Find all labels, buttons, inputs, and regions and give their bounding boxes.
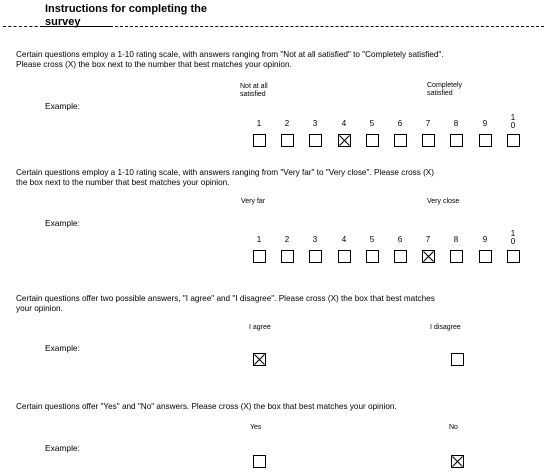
section2-number-5: 5	[369, 235, 375, 244]
section1-number-8: 8	[453, 119, 459, 128]
section1-left-anchor: Not at all satisfied	[240, 83, 268, 98]
section1-number-7: 7	[425, 119, 431, 128]
section1-checkbox-5[interactable]	[366, 134, 379, 147]
section2-checkbox-2[interactable]	[281, 250, 294, 263]
section2-right-anchor: Very close	[427, 198, 460, 205]
section1-number-10: 1 0	[510, 113, 516, 130]
section1-number-6: 6	[397, 119, 403, 128]
section4-no-label: No	[449, 424, 458, 431]
section2-number-3: 3	[312, 235, 318, 244]
section3-disagree-label: I disagree	[430, 324, 461, 331]
title-line-1: Instructions for completing the	[45, 3, 207, 15]
section4-yes-label: Yes	[250, 424, 262, 431]
section1-number-9: 9	[482, 119, 488, 128]
title-line-2: survey	[45, 16, 81, 28]
section1-number-5: 5	[369, 119, 375, 128]
section2-checkbox-3[interactable]	[309, 250, 322, 263]
section4-example-label: Example:	[45, 443, 80, 453]
section4-instructions: Certain questions offer "Yes" and "No" answers. Please cross (X) the box that best matches your opinion.	[16, 402, 397, 411]
section1-checkbox-3[interactable]	[309, 134, 322, 147]
section2-example-label: Example:	[45, 218, 80, 228]
section1-checkbox-1[interactable]	[253, 134, 266, 147]
cross-mark-icon	[452, 456, 463, 467]
header-rule-right	[110, 26, 544, 27]
section2-checkbox-8[interactable]	[450, 250, 463, 263]
cross-mark-icon	[423, 251, 434, 262]
section2-number-9: 9	[482, 235, 488, 244]
section2-checkbox-4[interactable]	[338, 250, 351, 263]
section3-agree-label: I agree	[249, 324, 271, 331]
section3-example-label: Example:	[45, 343, 80, 353]
cross-mark-icon	[254, 354, 265, 365]
section2-number-6: 6	[397, 235, 403, 244]
section2-left-anchor: Very far	[241, 198, 266, 205]
section2-number-10: 1 0	[510, 229, 516, 246]
section2-checkbox-1[interactable]	[253, 250, 266, 263]
section2-number-2: 2	[284, 235, 290, 244]
section3-instructions: Certain questions offer two possible answers, "I agree" and "I disagree". Please cross (X) the box that best matches your opinion.	[16, 294, 435, 313]
section1-instructions: Certain questions employ a 1-10 rating scale, with answers ranging from "Not at all satisfied" to "Completely satisfied". Please cross (X) the box next to the number that best matches your opinion.	[16, 50, 444, 69]
section1-checkbox-4[interactable]	[338, 134, 351, 147]
section1-checkbox-9[interactable]	[479, 134, 492, 147]
cross-mark-icon	[339, 135, 350, 146]
section1-checkbox-6[interactable]	[394, 134, 407, 147]
section1-right-anchor: Completely satisfied	[427, 82, 463, 97]
section1-number-4: 4	[341, 119, 347, 128]
yes-checkbox[interactable]	[253, 455, 266, 468]
agree-checkbox[interactable]	[253, 353, 266, 366]
section1-number-3: 3	[312, 119, 318, 128]
header-rule-left	[3, 26, 43, 27]
section2-checkbox-5[interactable]	[366, 250, 379, 263]
section1-checkbox-7[interactable]	[422, 134, 435, 147]
no-checkbox[interactable]	[451, 455, 464, 468]
section2-number-7: 7	[425, 235, 431, 244]
section1-number-1: 1	[256, 119, 262, 128]
section2-checkbox-6[interactable]	[394, 250, 407, 263]
section2-number-1: 1	[256, 235, 262, 244]
section2-number-8: 8	[453, 235, 459, 244]
disagree-checkbox[interactable]	[451, 353, 464, 366]
section1-checkbox-8[interactable]	[450, 134, 463, 147]
section2-checkbox-9[interactable]	[479, 250, 492, 263]
section2-number-4: 4	[341, 235, 347, 244]
section2-checkbox-10[interactable]	[507, 250, 520, 263]
section1-checkbox-10[interactable]	[507, 134, 520, 147]
header-rule-title	[43, 26, 110, 27]
section2-checkbox-7[interactable]	[422, 250, 435, 263]
section1-example-label: Example:	[45, 101, 80, 111]
section1-checkbox-2[interactable]	[281, 134, 294, 147]
section2-instructions: Certain questions employ a 1-10 rating scale, with answers ranging from "Very far" to "Very close". Please cross (X) the box next to the number that best matches your opinion.	[16, 168, 434, 187]
section1-number-2: 2	[284, 119, 290, 128]
